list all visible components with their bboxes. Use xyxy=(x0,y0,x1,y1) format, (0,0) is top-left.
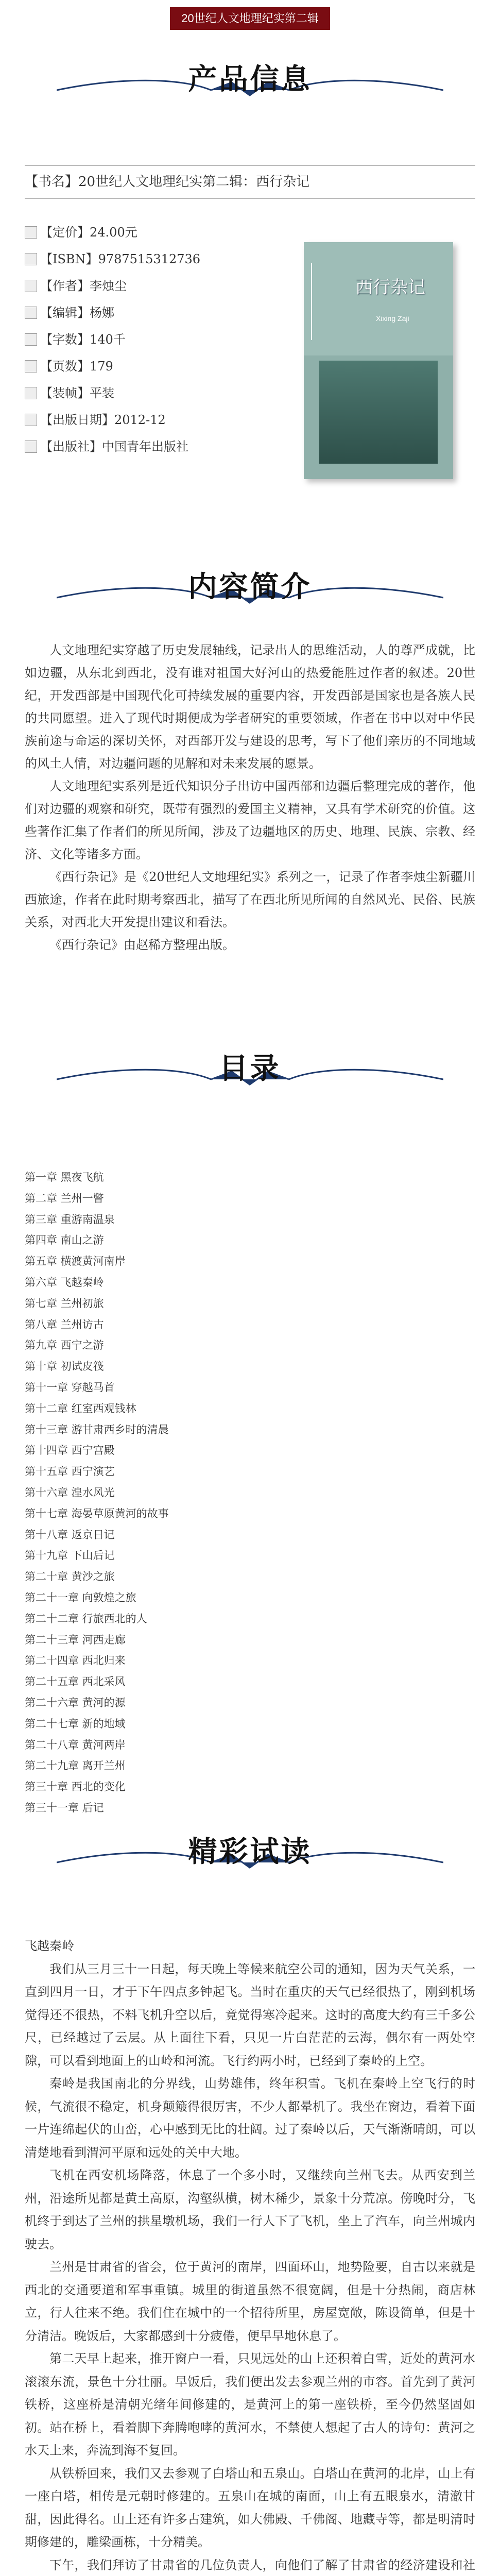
meta-bullet-icon xyxy=(25,253,37,265)
meta-row-binding: 【装帧】 平装 xyxy=(25,380,267,406)
toc-item[interactable]: 第三章 重游南温泉 xyxy=(25,1213,115,1226)
intro-paragraph: 人文地理纪实穿越了历史发展轴线，记录出人的思维活动，人的尊严成就，比如边疆，从东北到西北，没有谁对祖国大好河山的热爱能胜过作者的叙述。20世纪，开发西部是中国现代化可持续发展的重要内容，开发西部是国家也是各族人民的共同愿望。进入了现代时期便成为学者研究的重要领域，作者在书中以对中华民族前途与命运的深切关怀，对西部开发与建设的思考，写下了他们亲历的不同地域的风土人情，对边疆问题的见解和对未来发展的愿景。 xyxy=(25,643,475,771)
toc-item[interactable]: 第二十七章 新的地域 xyxy=(25,1717,126,1730)
meta-bullet-icon xyxy=(25,414,37,426)
toc-item[interactable]: 第十四章 西宁宫殿 xyxy=(25,1444,115,1457)
meta-bullet-icon xyxy=(25,387,37,399)
toc-item[interactable]: 第七章 兰州初旅 xyxy=(25,1297,104,1310)
reading-excerpt xyxy=(25,1935,475,2576)
toc-item[interactable]: 第十七章 海晏草原黄河的故事 xyxy=(25,1507,169,1520)
toc-item[interactable]: 第十三章 游甘肃西乡时的清晨 xyxy=(25,1423,169,1436)
toc-item[interactable]: 第十章 初试皮筏 xyxy=(25,1360,104,1373)
meta-row-pubdate: 【出版日期】 2012-12 xyxy=(25,406,267,433)
toc-item[interactable]: 第十八章 返京日记 xyxy=(25,1528,115,1541)
series-title-banner: 20世纪人文地理纪实第二辑 xyxy=(170,7,330,30)
cover-subtitle: Xixing Zaji xyxy=(376,314,409,323)
toc-item[interactable]: 第二十六章 黄河的源 xyxy=(25,1696,126,1709)
meta-bullet-icon xyxy=(25,280,37,292)
section-title-intro: 内容简介 xyxy=(188,570,312,604)
toc-item[interactable]: 第三十一章 后记 xyxy=(25,1801,104,1814)
toc-item[interactable]: 第二十八章 黄河两岸 xyxy=(25,1738,126,1751)
cover-title: 西行杂记 xyxy=(355,277,425,298)
toc-item[interactable]: 第二十二章 行旅西北的人 xyxy=(25,1612,147,1625)
meta-row-pages: 【页数】 179 xyxy=(25,353,267,380)
intro-paragraph: 《西行杂记》是《20世纪人文地理纪实》系列之一，记录了作者李烛尘新疆川西旅途，作者在此时期考察西北，描写了在西北所见所闻的自然风光、民俗、民族关系，对西北大开发提出建议和看法。 xyxy=(25,870,475,929)
toc-item[interactable]: 第一章 黑夜飞航 xyxy=(25,1171,104,1183)
meta-bullet-icon xyxy=(25,360,37,372)
intro-text xyxy=(25,639,475,956)
meta-row-editor: 【编辑】 杨娜 xyxy=(25,299,267,326)
meta-row-price: 【定价】 24.00元 xyxy=(25,219,267,246)
meta-row-wordcount: 【字数】 140千 xyxy=(25,326,267,353)
toc-item[interactable]: 第四章 南山之游 xyxy=(25,1234,104,1247)
toc-item[interactable]: 第二十九章 离开兰州 xyxy=(25,1759,126,1772)
toc-item[interactable]: 第十二章 红室西观钱林 xyxy=(25,1402,136,1415)
toc-list xyxy=(25,1167,475,1819)
reading-paragraph: 秦岭是我国南北的分界线，山势雄伟，终年积雪。飞机在秦岭上空飞行的时候，气流很不稳定，机身颠簸得很厉害，不少人都晕机了。我坐在窗边，看着下面一片连绵起伏的山峦，心中感到无比的壮阔。过了秦岭以后，天气渐渐晴朗，可以清楚地看到渭河平原和远处的关中大地。 xyxy=(25,2076,475,2160)
toc-item[interactable]: 第二十一章 向敦煌之旅 xyxy=(25,1591,136,1604)
toc-item[interactable]: 第二十四章 西北归来 xyxy=(25,1654,126,1667)
section-title-product-info: 产品信息 xyxy=(188,62,312,96)
section-title-toc: 目录 xyxy=(219,1052,281,1086)
toc-item[interactable]: 第二章 兰州一瞥 xyxy=(25,1192,104,1205)
toc-item[interactable]: 第三十章 西北的变化 xyxy=(25,1781,126,1793)
reading-paragraph: 飞机在西安机场降落，休息了一个多小时，又继续向兰州飞去。从西安到兰州，沿途所见都是黄土高原，沟壑纵横，树木稀少，景象十分荒凉。傍晚时分，飞机终于到达了兰州的拱星墩机场，我们一行人下了飞机，坐上了汽车，向兰州城内驶去。 xyxy=(25,2168,475,2251)
meta-bullet-icon xyxy=(25,226,37,239)
toc-item[interactable]: 第二十三章 河西走廊 xyxy=(25,1633,126,1646)
intro-paragraph: 《西行杂记》由赵稀方整理出版。 xyxy=(49,938,235,952)
intro-paragraph: 人文地理纪实系列是近代知识分子出访中国西部和边疆后整理完成的著作，他们对边疆的观察和研究，既带有强烈的爱国主义精神，又具有学术研究的价值。这些著作汇集了作者们的所见所闻，涉及了边疆地区的历史、地理、民族、宗教、经济、文化等诸多方面。 xyxy=(25,779,475,861)
book-meta-list xyxy=(25,219,267,460)
meta-bullet-icon xyxy=(25,307,37,319)
toc-item[interactable]: 第十九章 下山后记 xyxy=(25,1549,115,1562)
book-name: 【书名】20世纪人文地理纪实第二辑：西行杂记 xyxy=(25,165,475,199)
meta-row-publisher: 【出版社】 中国青年出版社 xyxy=(25,433,267,460)
reading-paragraph: 兰州是甘肃省的省会，位于黄河的南岸，四面环山，地势险要，自古以来就是西北的交通要道和军事重镇。城里的街道虽然不很宽阔，但是十分热闹，商店林立，行人往来不绝。我们住在城中的一个招待所里，房屋宽敞，陈设简单，但是十分清洁。晚饭后，大家都感到十分疲倦，便早早地休息了。 xyxy=(25,2260,475,2343)
meta-bullet-icon xyxy=(25,333,37,346)
toc-item[interactable]: 第五章 横渡黄河南岸 xyxy=(25,1255,126,1268)
toc-item[interactable]: 第十六章 湟水风光 xyxy=(25,1486,115,1499)
reading-paragraph: 从铁桥回来，我们又去参观了白塔山和五泉山。白塔山在黄河的北岸，山上有一座白塔，相传是元朝时修建的。五泉山在城的南面，山上有五眼泉水，清澈甘甜，因此得名。山上还有许多古建筑，如大佛殿、千佛阁、地藏寺等，都是明清时期修建的，雕梁画栋，十分精美。 xyxy=(25,2466,475,2549)
meta-bullet-icon xyxy=(25,440,37,453)
toc-item[interactable]: 第六章 飞越秦岭 xyxy=(25,1276,104,1289)
reading-paragraph: 我们从三月三十一日起，每天晚上等候来航空公司的通知，因为天气关系，一直到四月一日，才于下午四点多钟起飞。当时在重庆的天气已经很热了，刚到机场觉得还不很热，不料飞机升空以后，竟觉得寒冷起来。这时的高度大约有三千多公尺，已经越过了云层。从上面往下看，只见一片白茫茫的云海，偶尔有一两处空隙，可以看到地面上的山岭和河流。飞行约两小时，已经到了秦岭的上空。 xyxy=(25,1961,475,2068)
reading-paragraph: 第二天早上起来，推开窗户一看，只见远处的山上还积着白雪，近处的黄河水滚滚东流，景色十分壮丽。早饭后，我们便出发去参观兰州的市容。首先到了黄河铁桥，这座桥是清朝光绪年间修建的，是黄河上的第一座铁桥，至今仍然坚固如初。站在桥上，看着脚下奔腾咆哮的黄河水，不禁使人想起了古人的诗句：黄河之水天上来，奔流到海不复回。 xyxy=(25,2351,475,2458)
reading-paragraph: 下午，我们拜访了甘肃省的几位负责人，向他们了解了甘肃省的经济建设和社 xyxy=(49,2557,475,2572)
meta-row-isbn: 【ISBN】 9787515312736 xyxy=(25,246,267,273)
reading-chapter-title: 飞越秦岭 xyxy=(25,1939,74,1953)
toc-item[interactable]: 第十一章 穿越马首 xyxy=(25,1381,115,1394)
section-title-reading: 精彩试读 xyxy=(188,1835,312,1869)
book-cover-image xyxy=(304,242,453,479)
toc-item[interactable]: 第八章 兰州访古 xyxy=(25,1318,104,1331)
meta-row-author: 【作者】 李烛尘 xyxy=(25,273,267,299)
toc-item[interactable]: 第二十章 黄沙之旅 xyxy=(25,1570,115,1583)
toc-item[interactable]: 第九章 西宁之游 xyxy=(25,1339,104,1352)
toc-item[interactable]: 第二十五章 西北采风 xyxy=(25,1675,126,1688)
toc-item[interactable]: 第十五章 西宁演艺 xyxy=(25,1465,115,1478)
